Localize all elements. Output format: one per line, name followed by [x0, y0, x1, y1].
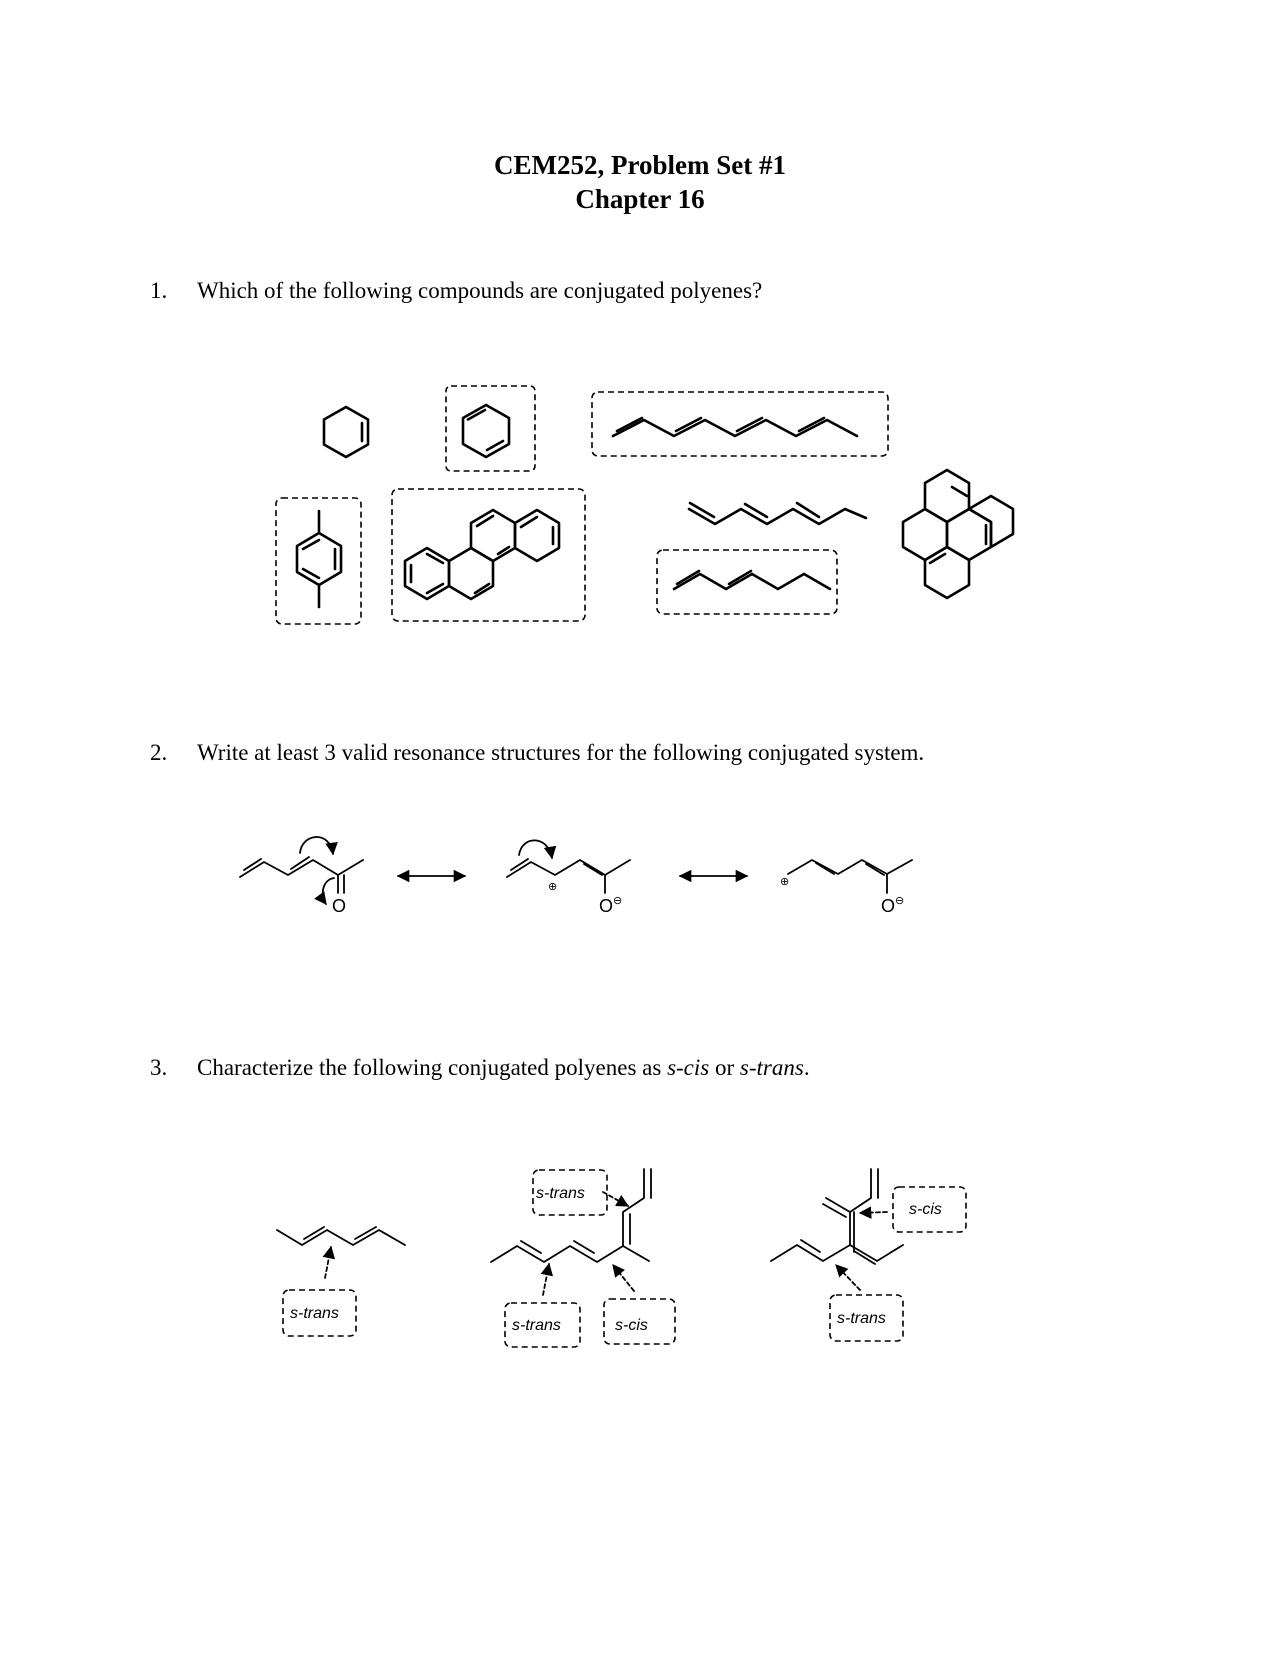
cyclohexadiene-structure	[463, 405, 509, 457]
short-diene-structure	[674, 571, 830, 589]
label-mol2-bottom-left: s-trans	[512, 1317, 561, 1334]
nonconjugated-chain-structure	[689, 503, 866, 524]
label-mol2-bottom-right: s-cis	[615, 1317, 648, 1334]
box-cyclohexadiene	[446, 386, 535, 471]
minus-charge-1: ⊖	[613, 895, 623, 907]
page-subtitle: Chapter 16	[575, 184, 705, 214]
long-polyene-structure	[613, 418, 857, 436]
minus-charge-2: ⊖	[895, 895, 905, 907]
question-1-text: Which of the following compounds are conjugated polyenes?	[197, 278, 763, 303]
q3-molecule-1	[277, 1227, 405, 1278]
cyclohexene-structure	[324, 407, 368, 457]
label-mol3-bottom: s-trans	[837, 1310, 886, 1327]
label-mol3-right: s-cis	[909, 1201, 942, 1218]
oxygen-atom-1: O	[332, 896, 347, 916]
oxygen-atom-3: O	[881, 896, 896, 916]
question-2-text: Write at least 3 valid resonance structures for the following conjugated system.	[197, 740, 925, 765]
chrysene-structure	[405, 510, 559, 599]
hexahydropyrene-structure	[903, 470, 1013, 598]
resonance-structure-2	[507, 840, 630, 893]
label-mol2-top: s-trans	[536, 1185, 585, 1202]
term-s-trans: s-trans	[739, 1055, 804, 1080]
q3-molecule-3	[771, 1169, 903, 1290]
page-title: CEM252, Problem Set #1	[494, 150, 786, 180]
term-s-cis: s-cis	[667, 1055, 710, 1080]
question-1-number: 1.	[150, 278, 168, 303]
oxygen-atom-2: O	[599, 896, 614, 916]
resonance-structure-1	[240, 837, 363, 904]
plus-charge-2: ⊕	[780, 876, 790, 888]
question-3-number: 3.	[150, 1055, 168, 1080]
label-mol1-bottom: s-trans	[290, 1305, 339, 1322]
resonance-structure-3	[788, 860, 912, 893]
question-3-text: Characterize the following conjugated polyenes as s-cis or s-trans.	[197, 1055, 810, 1080]
plus-charge-1: ⊕	[548, 881, 558, 893]
p-xylene-structure	[297, 511, 341, 607]
question-2-number: 2.	[150, 740, 168, 765]
box-chrysene	[392, 489, 585, 621]
